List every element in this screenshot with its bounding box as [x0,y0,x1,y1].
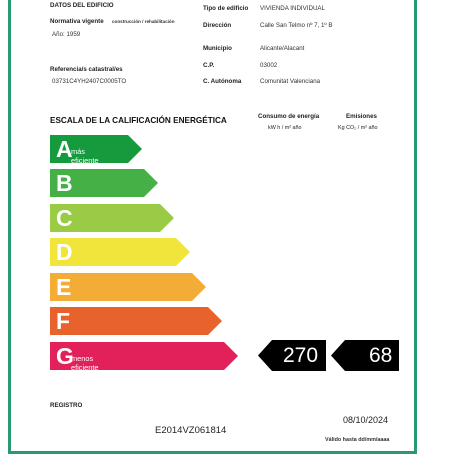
cp-label: C.P. [203,62,215,69]
normativa-note: construcción / rehabilitación [112,19,175,24]
date-value: 08/10/2024 [343,415,389,425]
autonoma-value: Comunitat Valenciana [260,78,321,85]
energy-band-letter: C [56,205,73,231]
emisiones-result [331,340,399,371]
tipo-label: Tipo de edificio [203,5,249,12]
energy-band-letter: F [56,308,71,334]
scale-title: ESCALA DE LA CALIFICACIÓN ENERGÉTICA [50,116,227,125]
referencia-value: 03731C4YH2407C0005TO [52,78,127,85]
consumo-label: Consumo de energía [258,113,320,120]
datos-label: DATOS DEL EDIFICIO [50,2,114,9]
cp-value: 03002 [260,62,278,69]
energy-band-caption: menos eficiente [71,354,99,372]
autonoma-label: C. Autónoma [203,78,242,85]
valido-label: Válido hasta dd/mm/aaaa [325,437,390,443]
registro-value: E2014VZ061814 [155,425,227,436]
consumo-result [258,340,326,371]
direccion-value: Calle San Telmo nº 7, 1º B [260,22,333,29]
emisiones-value: 68 [369,344,393,367]
year-value: Año: 1959 [52,31,81,38]
energy-band-arrow [50,273,206,301]
energy-band-arrow [50,307,222,335]
normativa-label: Normativa vigente [50,18,104,25]
energy-band-letter: E [56,274,72,300]
energy-band-letter: B [56,170,73,196]
tipo-value: VIVIENDA INDIVIDUAL [260,5,325,12]
emisiones-label: Emisiones [346,113,377,120]
energy-band-letter: G [56,343,74,369]
energy-band-caption: más eficiente [71,147,99,165]
referencia-label: Referencia/s catastral/es [50,66,123,73]
municipio-value: Alicante/Alacant [260,45,305,52]
energy-band-letter: D [56,239,73,265]
consumo-value: 270 [283,344,319,367]
municipio-label: Municipio [203,45,232,52]
direccion-label: Dirección [203,22,232,29]
registro-label: REGISTRO [50,402,83,409]
emisiones-unit: Kg CO₂ / m² año [338,125,378,131]
consumo-unit: kW h / m² año [268,125,302,131]
energy-band-letter: A [56,136,73,162]
